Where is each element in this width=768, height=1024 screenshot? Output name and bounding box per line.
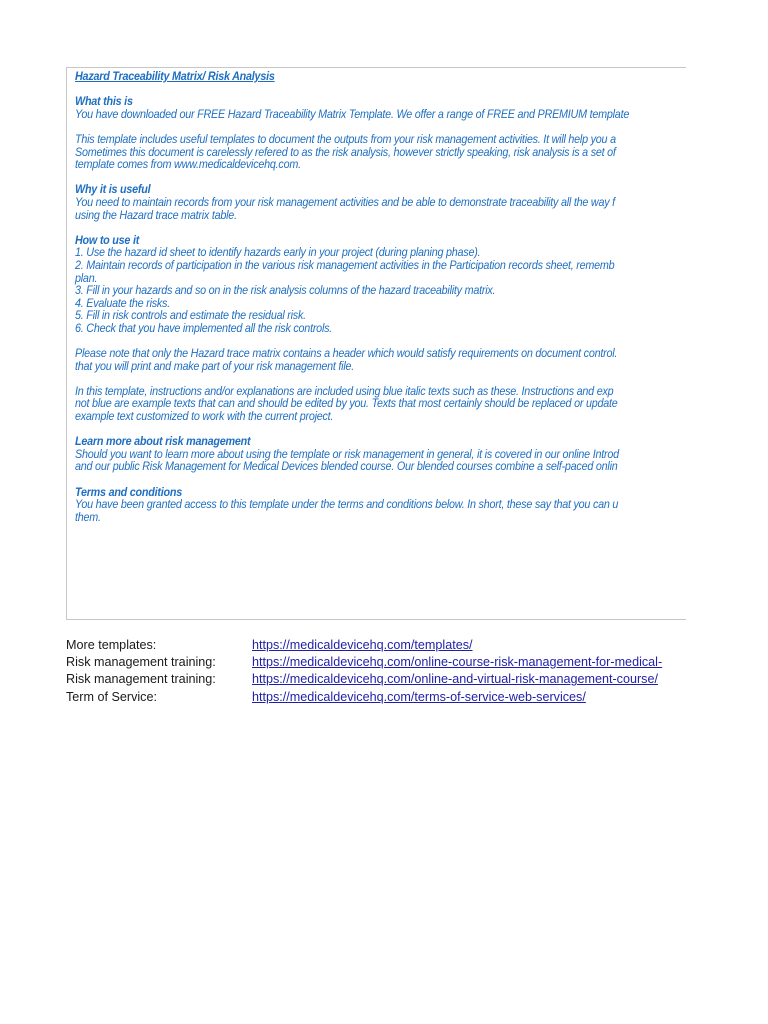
link-row bbox=[66, 689, 686, 706]
why-line: using the Hazard trace matrix table. bbox=[75, 208, 237, 222]
link-label: Risk management training: bbox=[66, 655, 216, 670]
terms-of-service-link[interactable]: https://medicaldevicehq.com/terms-of-service-web-services/ bbox=[252, 689, 586, 704]
how-step: 5. Fill in risk controls and estimate the residual risk. bbox=[75, 309, 306, 323]
link-label: Risk management training: bbox=[66, 672, 216, 687]
terms-line: them. bbox=[75, 510, 101, 524]
why-heading: Why it is useful bbox=[75, 183, 151, 197]
document-title: Hazard Traceability Matrix/ Risk Analysis bbox=[75, 70, 275, 83]
template-line: template comes from www.medicaldevicehq.com. bbox=[75, 158, 301, 172]
instruction-line: In this template, instructions and/or explanations are included using blue italic texts such as these. Instructions and exp bbox=[75, 384, 614, 398]
online-course-link[interactable]: https://medicaldevicehq.com/online-course-risk-management-for-medical- bbox=[252, 655, 663, 670]
learn-line: and our public Risk Management for Medical Devices blended course. Our blended courses combine a self-paced onlin bbox=[75, 460, 618, 474]
templates-link[interactable]: https://medicaldevicehq.com/templates/ bbox=[252, 638, 473, 652]
virtual-course-link[interactable]: https://medicaldevicehq.com/online-and-virtual-risk-management-course/ bbox=[252, 672, 658, 687]
instruction-line: not blue are example texts that can and should be edited by you. Texts that most certainly should be replaced or update bbox=[75, 397, 618, 411]
terms-heading: Terms and conditions bbox=[75, 485, 182, 499]
why-line: You need to maintain records from your risk management activities and be able to demonstrate traceability all the way f bbox=[75, 195, 615, 209]
what-heading: What this is bbox=[75, 95, 133, 109]
link-row bbox=[66, 654, 686, 671]
what-line: You have downloaded our FREE Hazard Traceability Matrix Template. We offer a range of FREE and PREMIUM template bbox=[75, 107, 630, 121]
instruction-line: example text customized to work with the current project. bbox=[75, 410, 334, 424]
instructions-text bbox=[75, 71, 686, 524]
how-heading: How to use it bbox=[75, 233, 140, 247]
how-step: 3. Fill in your hazards and so on in the risk analysis columns of the hazard traceability matrix. bbox=[75, 284, 496, 298]
note-line: that you will print and make part of your risk management file. bbox=[75, 359, 355, 373]
links-table bbox=[66, 637, 686, 706]
instructions-box bbox=[66, 67, 686, 620]
note-line: Please note that only the Hazard trace matrix contains a header which would satisfy requirements on document control. bbox=[75, 347, 618, 361]
learn-heading: Learn more about risk management bbox=[75, 435, 251, 449]
how-step: 4. Evaluate the risks. bbox=[75, 296, 170, 310]
link-label: More templates: bbox=[66, 638, 157, 652]
learn-line: Should you want to learn more about using the template or risk management in general, it is covered in our online Introd bbox=[75, 447, 619, 461]
template-line: This template includes useful templates to document the outputs from your risk management activities. It will help you a bbox=[75, 132, 616, 146]
how-step: plan. bbox=[75, 271, 98, 285]
how-step: 2. Maintain records of participation in the various risk management activities in the Participation records sheet, rememb bbox=[75, 258, 615, 272]
link-label: Term of Service: bbox=[66, 689, 157, 704]
link-row bbox=[66, 637, 686, 654]
terms-line: You have been granted access to this template under the terms and conditions below. In short, these say that you can u bbox=[75, 498, 619, 512]
how-step: 1. Use the hazard id sheet to identify hazards early in your project (during planing phase). bbox=[75, 246, 481, 260]
how-step: 6. Check that you have implemented all the risk controls. bbox=[75, 321, 333, 335]
link-row bbox=[66, 671, 686, 688]
template-line: Sometimes this document is carelessly refered to as the risk analysis, however strictly speaking, risk analysis is a set of bbox=[75, 145, 616, 159]
